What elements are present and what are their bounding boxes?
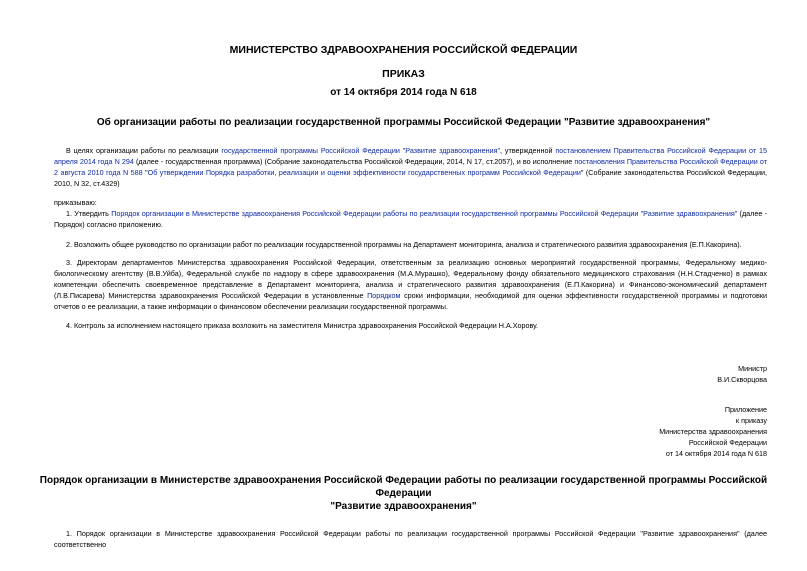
appendix-block xyxy=(560,404,767,459)
text-span: , утвержденной xyxy=(500,146,556,155)
link-procedure[interactable]: Порядок организации в Министерстве здравоохранения Российской Федерации работы по реализации государственной программы Российской Федерации "Развитие здравоохранения" xyxy=(111,209,738,218)
item-4: 4. Контроль за исполнением настоящего приказа возложить на заместителя Министра здравоохранения Российской Федерации Н.А.Хорову. xyxy=(66,321,538,330)
appendix-line: к приказу xyxy=(735,416,767,425)
order-title: Об организации работы по реализации государственной программы Российской Федерации "Развитие здравоохранения" xyxy=(96,117,711,128)
doc-type-heading: ПРИКАЗ xyxy=(382,68,425,80)
link-procedure-short[interactable]: Порядком xyxy=(367,291,401,300)
text-span: В целях организации работы по реализации xyxy=(66,146,222,155)
intro-paragraph xyxy=(54,145,767,189)
link-state-program[interactable]: государственной программы Российской Федерации "Развитие здравоохранения" xyxy=(221,146,501,155)
item-2: 2. Возложить общее руководство по организации работ по реализации государственной программы на Департамент мониторинга, анализа и стратегического развития здравоохранения (Е.П.Какорина). xyxy=(66,240,742,249)
text-span: " xyxy=(142,168,148,177)
text-span: " (Собрание законодательства Российской Федерации, 2010, N 32, ст.4329) xyxy=(54,168,767,188)
appendix-line: Министерства здравоохранения xyxy=(659,427,767,436)
appendix-line: от 14 октября 2014 года N 618 xyxy=(665,449,767,458)
appendix-line: Приложение xyxy=(724,405,767,414)
text-span: сроки информации, необходимой для оценки эффективности государственной программы и подготовки отчетов о ее реализации, а также информации о финансовом обеспечении реализации государственной программы. xyxy=(54,291,767,311)
text-span: (далее - Порядок) согласно приложению. xyxy=(54,209,767,229)
item-3 xyxy=(54,257,767,312)
text-span: 3. Директорам департаментов Министерства здравоохранения Российской Федерации, ответственным за реализацию основных мероприятий государственной программы, Федеральному медико-биологическому агентству (В.В.Уйба), Федеральной службе по надзору в сфере здравоохранения (М.А.Мурашко), Федеральному фонду обязательного медицинского страхования (Н.Н.Стадченко) в рамках компетенции обеспечить своевременное представление в Департамент мониторинга, анализа и стратегического развития здравоохранения (Е.П.Какорина) и Финансово-экономический департамент (Л.В.Писарева) Министерства здравоохранения Российской Федерации в установленные xyxy=(54,258,767,300)
item-1 xyxy=(54,208,767,230)
annex-title xyxy=(30,474,777,513)
ministry-heading: МИНИСТЕРСТВО ЗДРАВООХРАНЕНИЯ РОССИЙСКОЙ ФЕДЕРАЦИИ xyxy=(229,44,578,56)
order-word: приказываю: xyxy=(54,198,97,207)
annex-title-line: "Развитие здравоохранения" xyxy=(330,501,477,512)
link-resolution-294[interactable]: постановлением Правительства Российской Федерации от 15 апреля 2014 года N 294 xyxy=(54,146,767,166)
signer-position: Министр xyxy=(738,364,767,373)
link-resolution-588[interactable]: постановления Правительства Российской Федерации от 2 августа 2010 года N 588 xyxy=(54,157,767,177)
signature-block xyxy=(560,363,767,385)
annex-title-line: Порядок организации в Министерстве здравоохранения Российской Федерации работы по реализации государственной программы Российской Федерации xyxy=(39,475,768,499)
text-span: (далее - государственная программа) (Собрание законодательства Российской Федерации, 2014, N 17, ст.2057), и во исполнение xyxy=(133,157,575,166)
date-number: от 14 октября 2014 года N 618 xyxy=(330,87,477,98)
signer-name: В.И.Скворцова xyxy=(717,375,767,384)
annex-paragraph-1: 1. Порядок организации в Министерстве здравоохранения Российской Федерации работы по реализации государственной программы Российской Федерации "Развитие здравоохранения" (далее соответственно xyxy=(54,529,767,549)
link-procedure-approval[interactable]: Об утверждении Порядка разработки, реализации и оценки эффективности государственных программ Российской Федерации xyxy=(147,168,581,177)
appendix-line: Российской Федерации xyxy=(688,438,767,447)
text-span: 1. Утвердить xyxy=(66,209,112,218)
